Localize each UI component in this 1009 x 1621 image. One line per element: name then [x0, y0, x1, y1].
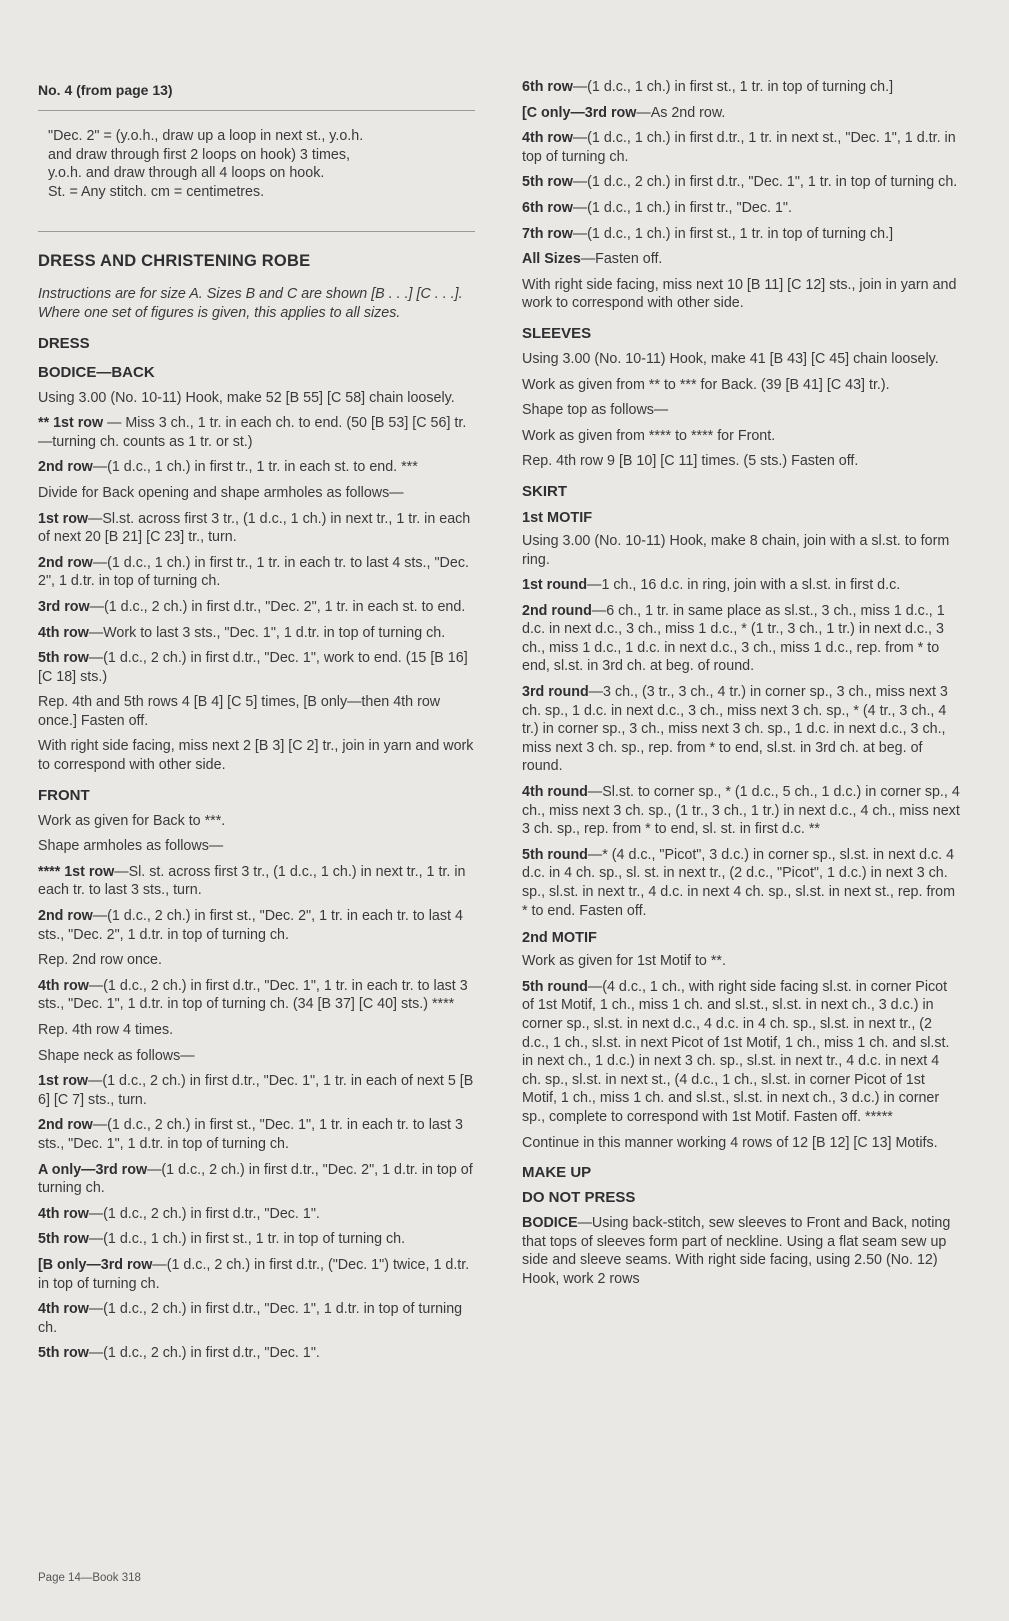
row-label: A only—3rd row: [38, 1161, 148, 1178]
row-label: 3rd row: [38, 598, 90, 615]
row-label: 4th row: [38, 977, 89, 994]
row-instruction: [38, 1256, 475, 1293]
paragraph: Work as given for Back to ***.: [38, 812, 226, 829]
row-instruction: [38, 510, 475, 547]
paragraph: Rep. 4th row 4 times.: [38, 1022, 174, 1038]
row-label: 5th row: [38, 1231, 89, 1248]
round-instruction: [522, 602, 962, 676]
row-instruction: [38, 907, 475, 944]
row-instruction: [38, 554, 475, 591]
row-instruction: [522, 250, 962, 269]
row-instruction: [38, 1161, 475, 1198]
row-text: —(1 d.c., 1 ch.) in first tr., "Dec. 1".: [572, 199, 792, 216]
row-text: —Sl.st. to corner sp., * (1 d.c., 5 ch., 1 d.c.) in corner sp., 4 ch., miss next 3 ch. sp., (1 tr., 3 ch., 1 tr.) in next d.c., 4 ch., miss next 3 ch. sp., rep. from * to end, sl. st. in first d.c. **: [522, 784, 960, 838]
row-text: —(1 d.c., 1 ch.) in first d.tr., 1 tr. in next st., "Dec. 1", 1 d.tr. in top of turning ch.: [522, 130, 956, 165]
size-intro: Instructions are for size A. Sizes B and C are shown [B . . .] [C . . .]. Where one set of figures is given, this applies to all sizes.: [38, 286, 463, 321]
row-label: 2nd round: [522, 602, 592, 619]
row-instruction: [38, 1300, 475, 1337]
row-text: —(1 d.c., 1 ch.) in first st., 1 tr. in top of turning ch.: [88, 1231, 406, 1248]
row-instruction: [38, 1116, 475, 1153]
abbreviation-line: "Dec. 2" = (y.o.h., draw up a loop in next st., y.o.h.: [48, 128, 364, 144]
row-label: 2nd row: [38, 554, 93, 571]
row-label: ** 1st row: [38, 415, 104, 432]
row-label: 7th row: [522, 225, 573, 242]
row-label: 5th row: [522, 174, 573, 191]
row-label: 6th row: [522, 199, 573, 216]
abbreviations: [48, 127, 475, 201]
row-label: 2nd row: [38, 908, 93, 925]
row-text: —1 ch., 16 d.c. in ring, join with a sl.st. in first d.c.: [587, 577, 901, 594]
section-bodice-back: BODICE—BACK: [38, 363, 155, 381]
row-label: BODICE: [522, 1215, 578, 1232]
row-instruction: [522, 129, 962, 166]
row-label: 4th row: [38, 1301, 89, 1318]
round-instruction: [522, 576, 962, 595]
row-instruction: [38, 977, 475, 1014]
row-text: —(1 d.c., 2 ch.) in first d.tr., "Dec. 1".: [88, 1345, 320, 1362]
row-instruction: [522, 173, 962, 192]
row-instruction: [522, 225, 962, 244]
section-dress: DRESS: [38, 334, 90, 352]
row-text: —6 ch., 1 tr. in same place as sl.st., 3 ch., miss 1 d.c., 1 d.c. in next d.c., 3 ch., miss 1 d.c., * (1 tr., 3 ch., 1 tr.) in next d.c., 3 ch., miss 1 d.c., 1 d.c. in next d.c., 3 ch., miss 1 d.c., rep. from * to end, sl.st. in 3rd ch. at beg. of round.: [522, 602, 945, 675]
paragraph: Work as given from ** to *** for Back. (39 [B 41] [C 43] tr.).: [522, 376, 890, 393]
row-instruction: [38, 1205, 475, 1224]
row-label: 2nd row: [38, 459, 93, 476]
row-instruction: [522, 78, 962, 97]
row-text: —(1 d.c., 2 ch.) in first d.tr., "Dec. 1".: [88, 1205, 320, 1222]
row-text: —Sl.st. across first 3 tr., (1 d.c., 1 ch.) in next tr., 1 tr. in each of next 20 [B 21] [C 23] tr., turn.: [38, 510, 471, 546]
row-instruction: [522, 199, 962, 218]
row-instruction: [38, 1072, 475, 1109]
row-text: —(1 d.c., 2 ch.) in first d.tr., "Dec. 2", 1 d.tr. in top of turning ch.: [38, 1161, 473, 1197]
paragraph: Shape top as follows—: [522, 402, 669, 419]
left-column: [38, 78, 475, 1370]
row-label: All Sizes: [522, 251, 581, 268]
row-label: 1st round: [522, 577, 588, 594]
round-instruction: [522, 846, 962, 920]
row-label: 3rd round: [522, 684, 589, 701]
row-text: —(1 d.c., 2 ch.) in first d.tr., "Dec. 2", 1 tr. in each st. to end.: [89, 598, 466, 615]
row-instruction: [38, 1230, 475, 1249]
paragraph: Work as given from **** to **** for Front.: [522, 427, 776, 444]
row-text: —Using back-stitch, sew sleeves to Front and Back, noting that tops of sleeves form part of neckline. Using a flat seam sew up side and sleeve seams. With right side facing, using 2.50 (No. 12) Hook, work 2 rows: [522, 1215, 951, 1287]
row-text: —Work to last 3 sts., "Dec. 1", 1 d.tr. in top of turning ch.: [88, 624, 446, 641]
row-label: 2nd row: [38, 1117, 93, 1134]
row-label: 6th row: [522, 79, 573, 95]
row-label: 5th round: [522, 978, 588, 995]
row-instruction: [522, 104, 962, 123]
row-text: — Miss 3 ch., 1 tr. in each ch. to end. (50 [B 53] [C 56] tr.—turning ch. counts as 1 tr. or st.): [38, 415, 467, 450]
page-footer: Page 14—Book 318: [38, 1572, 141, 1584]
paragraph: With right side facing, miss next 10 [B 11] [C 12] sts., join in yarn and work to correspond with other side.: [522, 276, 957, 312]
row-text: —(1 d.c., 2 ch.) in first d.tr., "Dec. 1", 1 d.tr. in top of turning ch.: [38, 1301, 463, 1336]
row-text: —(1 d.c., 2 ch.) in first d.tr., ("Dec. 1") twice, 1 d.tr. in top of turning ch.: [38, 1256, 470, 1292]
section-skirt: SKIRT: [522, 482, 567, 500]
row-instruction: [38, 624, 475, 643]
paragraph: Shape neck as follows—: [38, 1047, 195, 1064]
abbreviation-line: St. = Any stitch. cm = centimetres.: [48, 183, 265, 200]
row-text: —(1 d.c., 2 ch.) in first st., "Dec. 1", 1 tr. in each tr. to last 3 sts., "Dec. 1", 1 d.tr. in top of turning ch.: [38, 1117, 463, 1152]
paragraph: Rep. 4th row 9 [B 10] [C 11] times. (5 sts.) Fasten off.: [522, 453, 859, 470]
row-label: 4th round: [522, 784, 588, 801]
row-text: —(1 d.c., 2 ch.) in first d.tr., "Dec. 1", 1 tr. in top of turning ch.: [572, 174, 958, 191]
abbreviation-line: and draw through first 2 loops on hook) 3 times,: [48, 146, 350, 163]
paragraph: Using 3.00 (No. 10-11) Hook, make 8 chain, join with a sl.st. to form ring.: [522, 532, 950, 568]
row-instruction: [38, 414, 475, 451]
paragraph: Work as given for 1st Motif to **.: [522, 953, 726, 970]
row-label: 5th round: [522, 846, 588, 863]
paragraph: [522, 1214, 962, 1288]
section-make-up: MAKE UP: [522, 1164, 592, 1182]
row-text: —(1 d.c., 2 ch.) in first d.tr., "Dec. 1", work to end. (15 [B 16] [C 18] sts.): [38, 650, 468, 685]
row-text: —(1 d.c., 1 ch.) in first st., 1 tr. in top of turning ch.]: [572, 225, 894, 242]
row-text: —Fasten off.: [580, 251, 663, 268]
subsection-1st-motif: 1st MOTIF: [522, 509, 593, 526]
row-text: —As 2nd row.: [636, 104, 726, 121]
row-text: —Sl. st. across first 3 tr., (1 d.c., 1 ch.) in next tr., 1 tr. in each tr. to last 3 sts., turn.: [38, 863, 466, 899]
row-text: —(1 d.c., 1 ch.) in first tr., 1 tr. in each tr. to last 4 sts., "Dec. 2", 1 d.tr. in top of turning ch.: [38, 554, 469, 590]
subsection-2nd-motif: 2nd MOTIF: [522, 930, 597, 947]
page-reference: No. 4 (from page 13): [38, 82, 173, 98]
row-instruction: [38, 458, 475, 477]
row-label: 1st row: [38, 1073, 89, 1090]
right-column: [522, 78, 962, 1296]
row-instruction: [38, 863, 475, 900]
row-label: **** 1st row: [38, 863, 115, 880]
paragraph: Continue in this manner working 4 rows of 12 [B 12] [C 13] Motifs.: [522, 1134, 938, 1151]
section-sleeves: SLEEVES: [522, 324, 592, 342]
row-text: —(1 d.c., 1 ch.) in first tr., 1 tr. in each st. to end. ***: [92, 459, 418, 476]
section-front: FRONT: [38, 786, 90, 804]
row-label: [C only—3rd row: [522, 104, 637, 121]
row-text: —(1 d.c., 1 ch.) in first st., 1 tr. in top of turning ch.]: [572, 79, 894, 95]
paragraph: Shape armholes as follows—: [38, 838, 224, 855]
row-label: [B only—3rd row: [38, 1256, 153, 1273]
divider: [38, 231, 475, 232]
row-instruction: [38, 1344, 475, 1363]
abbreviation-line: y.o.h. and draw through all 4 loops on hook.: [48, 165, 325, 182]
do-not-press: DO NOT PRESS: [522, 1189, 636, 1207]
row-text: —(1 d.c., 2 ch.) in first d.tr., "Dec. 1", 1 tr. in each of next 5 [B 6] [C 7] sts., turn.: [38, 1073, 474, 1108]
row-label: 4th row: [38, 1205, 89, 1222]
round-instruction: [522, 978, 962, 1127]
row-instruction: [38, 598, 475, 617]
paragraph: Using 3.00 (No. 10-11) Hook, make 41 [B 43] [C 45] chain loosely.: [522, 350, 939, 367]
row-text: —3 ch., (3 tr., 3 ch., 4 tr.) in corner sp., 3 ch., miss next 3 ch. sp., 1 d.c. in next d.c., 3 ch., miss next 3 ch. sp., * (4 tr., 3 ch., 4 tr.) in corner sp., 3 ch., miss next 3 ch. sp., 1 d.c. in next d.c., 3 ch., miss next 3 ch. sp., rep. from * to end, sl.st. in 3rd ch. at beg. of round.: [522, 684, 948, 775]
paragraph: Rep. 2nd row once.: [38, 952, 162, 969]
row-instruction: [38, 649, 475, 686]
pattern-title: DRESS AND CHRISTENING ROBE: [38, 252, 311, 271]
paragraph: Rep. 4th and 5th rows 4 [B 4] [C 5] times, [B only—then 4th row once.] Fasten off.: [38, 694, 441, 729]
divider: [38, 110, 475, 111]
row-label: 5th row: [38, 1345, 89, 1362]
paragraph: Divide for Back opening and shape armholes as follows—: [38, 484, 404, 501]
round-instruction: [522, 783, 962, 839]
paragraph: With right side facing, miss next 2 [B 3] [C 2] tr., join in yarn and work to correspond with other side.: [38, 738, 474, 774]
paragraph: Using 3.00 (No. 10-11) Hook, make 52 [B 55] [C 58] chain loosely.: [38, 389, 455, 406]
row-text: —(4 d.c., 1 ch., with right side facing sl.st. in corner Picot of 1st Motif, 1 ch., miss 1 ch. and sl.st., sl.st. in next ch., 3 d.c.) in corner sp., sl.st. in next d.c., 4 d.c. in 4 ch. sp., sl.st. in next tr., (2 d.c., 1 ch., sl.st. in next Picot of 1st Motif, 1 ch., miss 1 ch. and sl.st. in next ch., 1 d.c.) in next 3 ch. sp., sl.st. in next tr., 4 d.c. in next 4 ch. sp., sl.st. in next st., (4 d.c., 1 ch., sl.st. in corner Picot of 1st Motif, 1 ch., miss 1 ch. and sl.st., sl.st. in next ch., 3 d.c.) in corner sp., complete to correspond with 1st Motif. Fasten off. *****: [522, 978, 950, 1125]
row-label: 5th row: [38, 650, 89, 667]
row-text: —(1 d.c., 2 ch.) in first d.tr., "Dec. 1", 1 tr. in each tr. to last 3 sts., "Dec. 1", 1 d.tr. in top of turning ch. (34 [B 37] [C 40] sts.) ****: [38, 977, 468, 1013]
row-label: 1st row: [38, 510, 89, 527]
round-instruction: [522, 683, 962, 776]
row-text: —* (4 d.c., "Picot", 3 d.c.) in corner sp., sl.st. in next d.c. 4 d.c. in 4 ch. sp., sl. st. in next tr., (2 d.c., "Picot", 1 d.c.) in next 3 ch. sp., sl.st. in next tr., 4 d.c. in next 4 ch. sp., sl.st. in next st., rep. from * to end. Fasten off.: [522, 846, 956, 919]
row-text: —(1 d.c., 2 ch.) in first st., "Dec. 2", 1 tr. in each tr. to last 4 sts., "Dec. 2", 1 d.tr. in top of turning ch.: [38, 908, 463, 943]
row-label: 4th row: [522, 130, 573, 147]
row-label: 4th row: [38, 624, 89, 641]
